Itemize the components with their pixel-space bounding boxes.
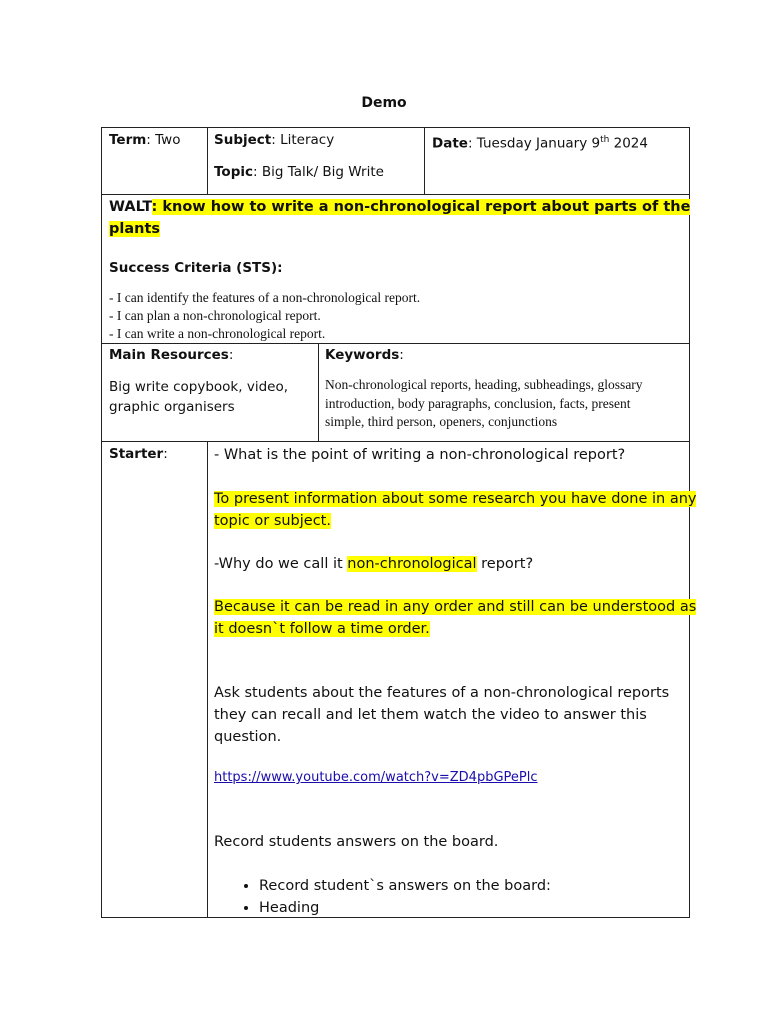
row1-bottom-border	[101, 194, 690, 195]
walt-objective-2: plants	[109, 221, 161, 237]
document-title: Demo	[361, 95, 407, 111]
criterion-2: - I can plan a non-chronological report.	[109, 308, 321, 323]
resources-divider	[318, 343, 319, 441]
video-link[interactable]: https://www.youtube.com/watch?v=ZD4pbGPePlc	[214, 770, 538, 785]
bullet-item-1: • Record student`s answers on the board:	[259, 875, 551, 897]
starter-paragraph-line-2: they can recall and let them watch the video to answer this	[214, 707, 647, 723]
term-value: Two	[150, 132, 181, 148]
keywords-line-3: simple, third person, openers, conjunctions	[325, 414, 558, 429]
starter-answer-2-text-2: it doesn`t follow a time order.	[214, 621, 430, 637]
starter-answer-1-text-2: topic or subject.	[214, 513, 331, 529]
topic-cell: Topic: Big Talk/ Big Write	[214, 164, 384, 180]
keywords-line-2: introduction, body paragraphs, conclusion, facts, present	[325, 396, 631, 411]
subject-cell: Subject: Literacy	[214, 132, 335, 148]
starter-answer-2-text-1: Because it can be read in any order and still can be understood as	[214, 599, 697, 615]
starter-question-2	[214, 553, 533, 575]
starter-answer-1-text-1: To present information about some research you have done in any	[214, 491, 697, 507]
starter-label: Starter	[109, 446, 164, 462]
criterion-3: - I can write a non-chronological report.	[109, 326, 326, 341]
starter-answer-1-line-1	[214, 488, 696, 510]
row1-divider-2	[424, 127, 425, 195]
starter-answer-1-line-2	[214, 510, 331, 532]
date-year: 2024	[609, 135, 648, 152]
keywords-line-1: Non-chronological reports, heading, subheadings, glossary	[325, 377, 643, 392]
date-value: Tuesday January 9	[472, 135, 601, 152]
walt-line-1	[109, 196, 690, 218]
topic-label: Topic	[214, 164, 253, 180]
resources-bottom-border	[101, 441, 690, 442]
date-label: Date	[432, 135, 468, 152]
walt-label: WALT	[109, 199, 152, 215]
term-label: Term	[109, 132, 147, 148]
bullet-item-2: • Heading	[259, 897, 551, 919]
resources-cell: Main Resources:	[109, 347, 234, 363]
starter-paragraph-line-1: Ask students about the features of a non-chronological reports	[214, 685, 670, 701]
term-cell: Term: Two	[109, 132, 181, 148]
starter-answer-2-line-2	[214, 618, 430, 640]
starter-answer-2-line-1	[214, 596, 696, 618]
starter-question-2-highlight: non-chronological	[347, 556, 477, 572]
row1-divider-1	[207, 127, 208, 195]
answer-bullet-list	[237, 875, 551, 919]
starter-question-2-pre: -Why do we call it	[214, 556, 348, 572]
criterion-1: - I can identify the features of a non-chronological report.	[109, 290, 421, 305]
keywords-label: Keywords	[325, 347, 400, 363]
resources-text-1: Big write copybook, video,	[109, 379, 289, 395]
date-suffix: th	[600, 135, 610, 145]
subject-value: Literacy	[275, 132, 335, 148]
starter-paragraph-line-3: question.	[214, 729, 282, 745]
walt-line-2	[109, 218, 160, 240]
starter-question-2-post: report?	[476, 556, 534, 572]
resources-label: Main Resources	[109, 347, 229, 363]
starter-question-1: - What is the point of writing a non-chronological report?	[214, 447, 626, 463]
starter-divider	[207, 441, 208, 918]
success-criteria-heading: Success Criteria (STS):	[109, 260, 283, 276]
date-cell: Date: Tuesday January 9th 2024	[432, 135, 648, 152]
keywords-cell: Keywords:	[325, 347, 404, 363]
starter-cell: Starter:	[109, 446, 168, 462]
topic-value: Big Talk/ Big Write	[257, 164, 384, 180]
subject-label: Subject	[214, 132, 272, 148]
lesson-plan-table	[101, 127, 690, 918]
walt-bottom-border	[101, 343, 690, 344]
walt-objective-1: : know how to write a non-chronological report about parts of the	[151, 199, 691, 215]
record-instruction: Record students answers on the board.	[214, 834, 499, 850]
resources-text-2: graphic organisers	[109, 399, 235, 415]
